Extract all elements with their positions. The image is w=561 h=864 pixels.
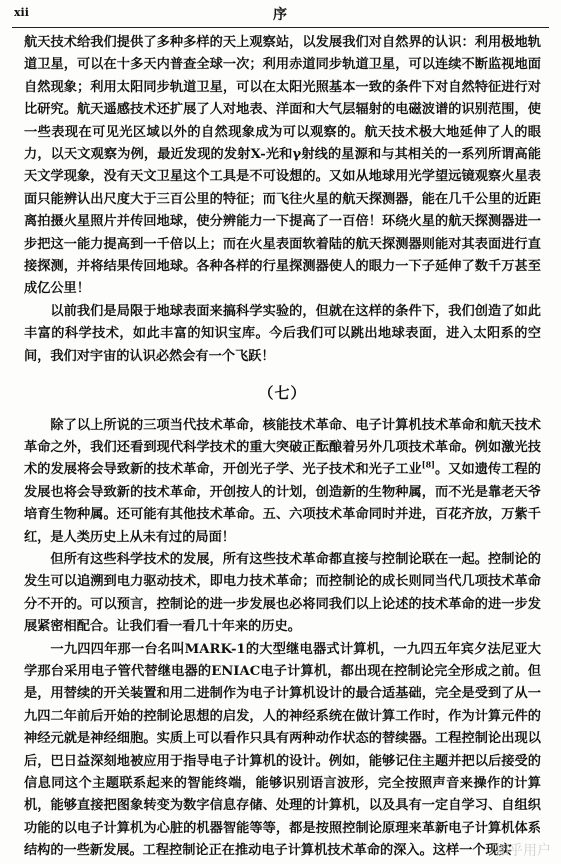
paragraph-computer-history: 一九四四年那一台名叫MARK-1的大型继电器式计算机，一九四五年宾夕法尼亚大学那台采用电子管代替继电器的ENIAC电子计算机，都出现在控制论完全形成之前。但是，用替续的开关装置和用二进制作为电子计算机设计的最合适基础，完全是受到了从一九四二年前后开始的控制论思想的启发，人的神经系统在做计算工作时，作为计算元件的神经元就是神经细胞。实质上可以看作只具有两种动作状态的替续器。工程控制论出现以后，巴日益深刻地被应用于指导电子计算机的设计。例如，能够记住主题并把以后接受的信息同这个主题联系起来的智能终端，能够识别语言波形，完全按照声音来操作的计算机，能够直接把图象转变为数字信息存储、处理的计算机，以及具有一定自学习、自组织功能的以电子计算机为心脏的机器智能等等，都是按照控制论原理来革新电子计算机体系结构的一些新发展。工程控制论正在推动电子计算机技术革命的深入。这样一个现实 (24, 641, 541, 859)
body-text (24, 32, 541, 863)
paragraph-tech-revolutions-part2: 。又如遗传工程的发展也将会导致新的技术革命，开创按人的计划，创造新的生物种属，而不光是靠老天爷培育生物种属。还可能有其他技术革命。五、六项技术革命同时并进，百花齐放，万紫千红，是人类历史上从未有过的局面！ (24, 462, 541, 545)
paragraph-tech-revolutions (24, 415, 541, 549)
section-heading: （七） (258, 384, 307, 403)
paragraph-aerospace-observation: 航天技术给我们提供了多种多样的天上观察站，以发展我们对自然界的认识：利用极地轨道卫星，可以在十多天内普查全球一次；利用赤道同步轨道卫星，可以连续不断监视地面自然现象；利用太阳同步轨道卫星，可以在太阳光照基本一致的条件下对自然特征进行对比研究。航天遥感技术还扩展了人对地表、洋面和大气层辐射的电磁波谱的识别范围，使一些表现在可见光区域以外的自然现象成为可以观察的。航天技术极大地延伸了人的眼力，以天文观察为例，最近发现的发射X-光和γ射线的星源和与其相关的一系列所谓高能天文学现象，没有天文卫星这个工具是不可设想的。又如从地球用光学望远镜观察火星表面只能辨认出尺度大于三百公里的特征；而飞往火星的航天探测器，能在几千公里的近距离拍摄火星照片并传回地球，使分辨能力一下提高了一百倍！环绕火星的航天探测器进一步把这一能力提高到一千倍以上；而在火星表面软着陆的航天探测器则能对其表面进行直接探测，并将结果传回地球。各种各样的行星探测器使人的眼力一下子延伸了数千万甚至成亿公里！ (24, 35, 541, 297)
page-header (14, 4, 547, 26)
paragraph-science-leap: 以前我们是局限于地球表面来搞科学实验的，但就在这样的条件下，我们创造了如此丰富的科学技术，如此丰富的知识宝库。今后我们可以跳出地球表面，进入太阳系的空间，我们对宇宙的认识必然会有一个飞跃！ (24, 303, 541, 364)
paragraph-cybernetics: 但所有这些科学技术的发展，所有这些技术革命都直接与控制论联在一起。控制论的发生可以追溯到电力驱动技术，即电力技术革命；而控制论的成长则同当代几项技术革命分不开的。可以预言，控制论的进一步发展也必将同我们以上论述的技术革命的进一步发展紧密相配合。让我们看一看几十年来的历史。 (24, 551, 541, 635)
footnote-ref: [8] (421, 459, 435, 470)
watermark: 知乎用户 (495, 843, 551, 859)
page-number: xii (14, 6, 29, 19)
header-rule (12, 27, 549, 28)
paragraph-tech-revolutions-part1: 除了以上所说的三项当代技术革命，核能技术革命、电子计算机技术革命和航天技术革命之外，我们还看到现代科学技术的重大突破正酝酿着另外几项技术革命。例如激光技术的发展将会导致新的技术革命，开创光子学、光子技术和光子工业 (24, 417, 541, 478)
running-head: 序 (273, 7, 288, 23)
